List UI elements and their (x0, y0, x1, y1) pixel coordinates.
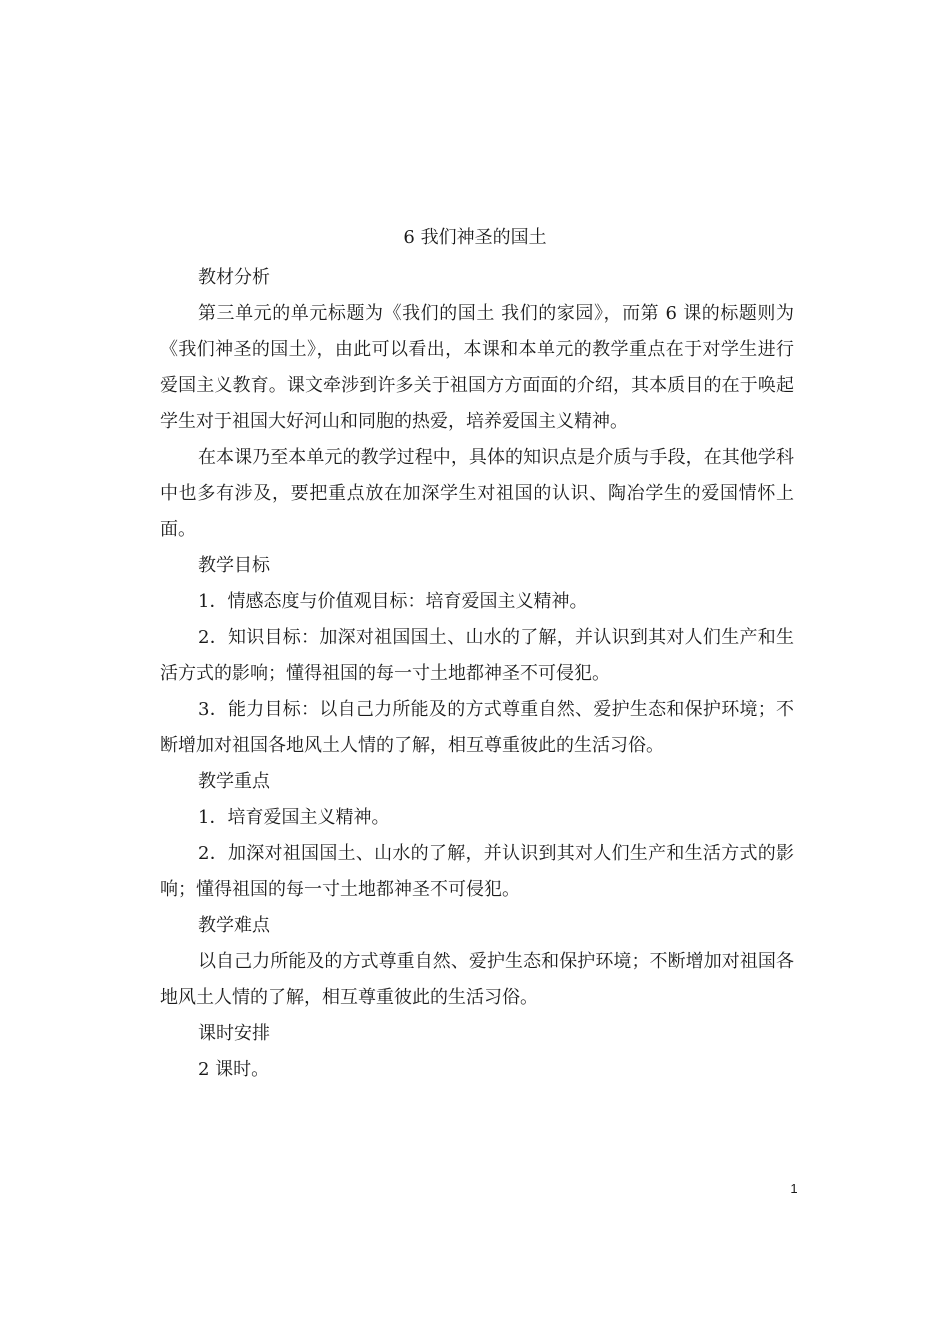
page-number: 1 (790, 1181, 798, 1196)
key-point-item-1: 1．培育爱国主义精神。 (198, 807, 390, 828)
heading-schedule: 课时安排 (198, 1023, 270, 1044)
document-body (160, 260, 794, 1088)
objective-item-2: 2．知识目标：加深对祖国国土、山水的了解，并认识到其对人们生产和生活方式的影响；懂得祖国的每一寸土地都神圣不可侵犯。 (160, 627, 794, 684)
lesson-title: 6 我们神圣的国土 (403, 227, 547, 248)
objective-item-3: 3．能力目标：以自己力所能及的方式尊重自然、爱护生态和保护环境；不断增加对祖国各地风土人情的了解，相互尊重彼此的生活习俗。 (160, 699, 794, 756)
schedule-text: 2 课时。 (198, 1059, 270, 1080)
difficulty-text: 以自己力所能及的方式尊重自然、爱护生态和保护环境；不断增加对祖国各地风土人情的了解，相互尊重彼此的生活习俗。 (160, 951, 794, 1008)
key-point-item-2: 2．加深对祖国国土、山水的了解，并认识到其对人们生产和生活方式的影响；懂得祖国的每一寸土地都神圣不可侵犯。 (160, 843, 794, 900)
heading-key-points: 教学重点 (198, 771, 270, 792)
paragraph-teaching-focus: 在本课乃至本单元的教学过程中，具体的知识点是介质与手段，在其他学科中也多有涉及，要把重点放在加深学生对祖国的认识、陶冶学生的爱国情怀上面。 (160, 447, 794, 540)
heading-textbook-analysis: 教材分析 (198, 267, 270, 288)
objective-item-1: 1．情感态度与价值观目标：培育爱国主义精神。 (198, 591, 588, 612)
heading-teaching-objectives: 教学目标 (198, 555, 270, 576)
heading-difficulties: 教学难点 (198, 915, 270, 936)
paragraph-unit-overview: 第三单元的单元标题为《我们的国土 我们的家园》，而第 6 课的标题则为《我们神圣的国土》，由此可以看出，本课和本单元的教学重点在于对学生进行爱国主义教育。课文牵涉到许多关于祖国方方面面的介绍，其本质目的在于唤起学生对于祖国大好河山和同胞的热爱，培养爱国主义精神。 (160, 303, 794, 432)
